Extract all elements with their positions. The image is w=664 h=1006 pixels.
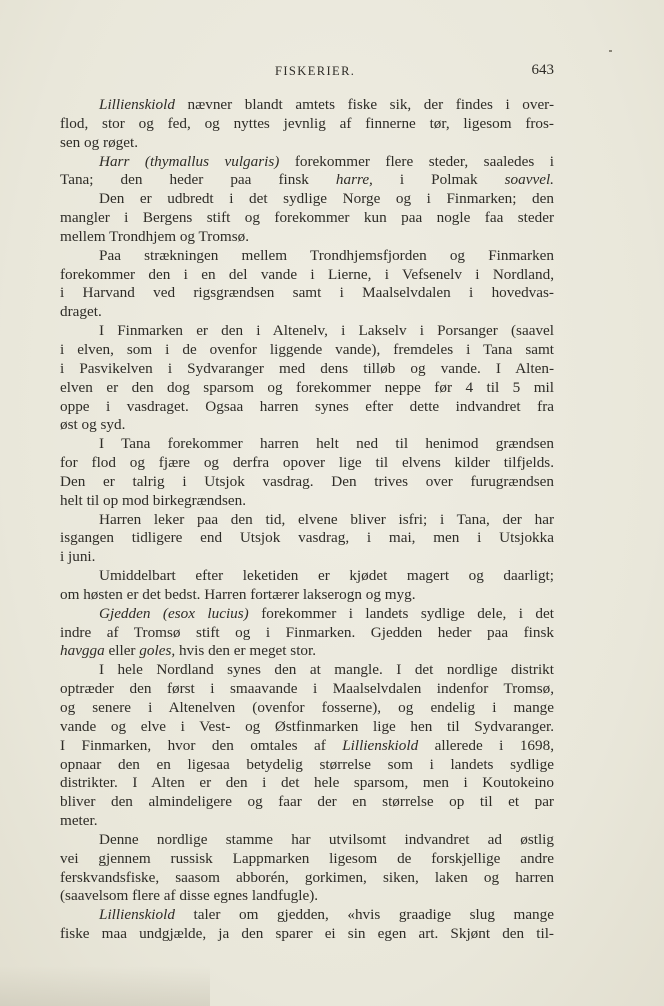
text-segment: I Finmarken er den i Altenelv, i Lakselv i Porsanger (saavel	[99, 322, 554, 340]
text-segment: taler om gjedden, «hvis graadige slug mange	[174, 906, 554, 924]
text-segment: draget.	[60, 303, 102, 321]
text-segment: mellem Trondhjem og Tromsø.	[60, 227, 250, 245]
text-segment: i Harvand ved rigsgrændsen samt i Maalselvdalen i hovedvas-	[60, 284, 554, 302]
text-line	[60, 737, 554, 756]
text-segment: Harren leker paa den tid, elvene bliver isfri; i Tana, der har	[99, 510, 554, 528]
text-line	[60, 454, 554, 473]
text-line	[60, 586, 554, 605]
text-line	[60, 793, 554, 812]
text-segment: I hele Nordland synes den at mangle. I det nordlige distrikt	[99, 661, 554, 679]
text-line	[60, 661, 554, 680]
text-line	[60, 605, 554, 624]
text-segment: opnaar den en ligesaa betydelig størrelse som i landets sydlige	[60, 755, 554, 773]
text-line	[60, 624, 554, 643]
text-segment: Paa strækningen mellem Trondhjemsfjorden og Finmarken	[99, 246, 554, 264]
italic-text-segment: Harr (thymallus vulgaris)	[99, 152, 280, 170]
italic-text-segment: harre,	[335, 171, 373, 189]
text-line	[60, 360, 554, 379]
text-segment: om høsten er det bedst. Harren fortærer lakserogn og myg.	[60, 585, 416, 603]
text-line	[60, 284, 554, 303]
text-segment: for flod og fjære og derfra opover lige til elvens kilder tilfjelds.	[60, 454, 554, 472]
text-line	[60, 869, 554, 888]
italic-text-segment: soavvel.	[504, 171, 554, 189]
text-segment: distrikter. I Alten er den i det hele sparsom, men i Koutokeino	[60, 774, 554, 792]
text-segment: Den er talrig i Utsjok vasdrag. Den trives over furugrændsen	[60, 472, 554, 490]
text-segment: (saavelsom flere af disse egnes landfugle).	[60, 887, 319, 905]
text-segment: mangler i Bergens stift og forekommer kun paa nogle faa steder	[60, 209, 554, 227]
italic-text-segment: goles,	[139, 642, 176, 660]
text-segment: vande og elve i Vest- og Østfinmarken lige hen til Sydvaranger.	[60, 717, 554, 735]
text-line	[60, 699, 554, 718]
text-line	[60, 887, 554, 906]
body-text	[60, 96, 554, 944]
text-segment: øst og syd.	[60, 416, 126, 434]
italic-text-segment: Lillienskiold	[99, 96, 175, 113]
text-line	[60, 209, 554, 228]
running-head: FISKERIER.	[275, 64, 356, 78]
text-segment: i Polmak	[372, 171, 505, 189]
text-segment: allerede i 1698,	[418, 736, 554, 754]
text-line	[60, 492, 554, 511]
text-segment: Tana; den heder paa finsk	[60, 171, 336, 189]
text-line	[60, 115, 554, 134]
page-number: 643	[531, 62, 554, 78]
text-line	[60, 680, 554, 699]
text-segment: hvis den er meget stor.	[175, 642, 317, 660]
text-segment: I Tana forekommer harren helt ned til henimod grændsen	[99, 435, 554, 453]
text-line	[60, 642, 554, 661]
italic-text-segment: Gjedden (esox lucius)	[99, 604, 249, 622]
italic-text-segment: Lillienskiold	[342, 736, 419, 754]
text-segment: forekommer flere steder, saaledes i	[279, 152, 554, 170]
text-segment: forekommer i landets sydlige dele, i det	[248, 604, 554, 622]
text-line	[60, 925, 554, 944]
text-line	[60, 266, 554, 285]
text-line	[60, 247, 554, 266]
italic-text-segment: Lillienskiold	[99, 906, 175, 924]
text-line	[60, 379, 554, 398]
text-line	[60, 416, 554, 435]
margin-mark	[609, 50, 612, 52]
page-edge-shadow	[0, 966, 210, 1006]
text-line	[60, 228, 554, 247]
text-segment: I Finmarken, hvor den omtales af	[60, 736, 343, 754]
text-line	[60, 171, 554, 190]
text-segment: vei gjennem russisk Lappmarken ligesom de forskjellige andre	[60, 849, 554, 867]
text-line	[60, 718, 554, 737]
text-line	[60, 473, 554, 492]
text-line	[60, 96, 554, 115]
text-segment: Umiddelbart efter leketiden er kjødet magert og daarligt;	[99, 567, 554, 585]
text-line	[60, 831, 554, 850]
text-segment: ferskvandsfiske, saasom abborén, gorkimen, siken, laken og harren	[60, 868, 554, 886]
text-line	[60, 756, 554, 775]
text-line	[60, 774, 554, 793]
text-segment: nævner blandt amtets fiske sik, der findes i over-	[174, 96, 554, 113]
text-line	[60, 548, 554, 567]
text-line	[60, 812, 554, 831]
page-header	[60, 64, 554, 84]
text-line	[60, 906, 554, 925]
text-segment: forekommer den i en del vande i Lierne, i Vefsenelv i Nordland,	[60, 265, 554, 283]
text-line	[60, 850, 554, 869]
text-line	[60, 435, 554, 454]
text-segment: indre af Tromsø stift og i Finmarken. Gjedden heder paa finsk	[60, 623, 554, 641]
text-line	[60, 153, 554, 172]
text-line	[60, 190, 554, 209]
text-segment: og senere i Altenelven (ovenfor fosserne), og endelig i mange	[60, 699, 554, 716]
text-segment: i elven, som i de ovenfor liggende vande), fremdeles i Tana samt	[60, 340, 554, 358]
text-segment: elven er den dog sparsom og forekommer neppe før 4 til 5 mil	[60, 378, 554, 396]
text-line	[60, 341, 554, 360]
text-line	[60, 322, 554, 341]
text-line	[60, 303, 554, 322]
text-segment: optræder den først i smaavande i Maalselvdalen indenfor Tromsø,	[60, 680, 554, 698]
text-segment: oppe i vasdraget. Ogsaa harren synes efter dette indvandret fra	[60, 397, 554, 415]
text-segment: eller	[104, 642, 140, 660]
text-segment: flod, stor og fed, og nyttes jevnlig af finnerne tør, ligesom fros-	[60, 114, 554, 132]
text-segment: meter.	[60, 812, 98, 830]
text-segment: i juni.	[60, 548, 96, 566]
text-line	[60, 398, 554, 417]
text-segment: helt til op mod birkegrændsen.	[60, 491, 247, 509]
text-segment: Den er udbredt i det sydlige Norge og i Finmarken; den	[99, 190, 554, 208]
text-segment: i Pasvikelven i Sydvaranger med dens tilløb og vande. I Alten-	[60, 359, 554, 377]
text-line	[60, 529, 554, 548]
text-segment: bliver den almindeligere og faar der en størrelse op til et par	[60, 793, 554, 811]
text-segment: fiske maa undgjælde, ja den sparer ei sin egen art. Skjønt den til-	[60, 925, 554, 943]
text-line	[60, 567, 554, 586]
text-segment: Denne nordlige stamme har utvilsomt indvandret ad østlig	[99, 830, 554, 848]
italic-text-segment: havgga	[60, 642, 105, 660]
text-line	[60, 511, 554, 530]
text-segment: sen og røget.	[60, 133, 139, 151]
text-segment: isgangen tidligere end Utsjok vasdrag, i mai, men i Utsjokka	[60, 529, 554, 547]
text-line	[60, 134, 554, 153]
